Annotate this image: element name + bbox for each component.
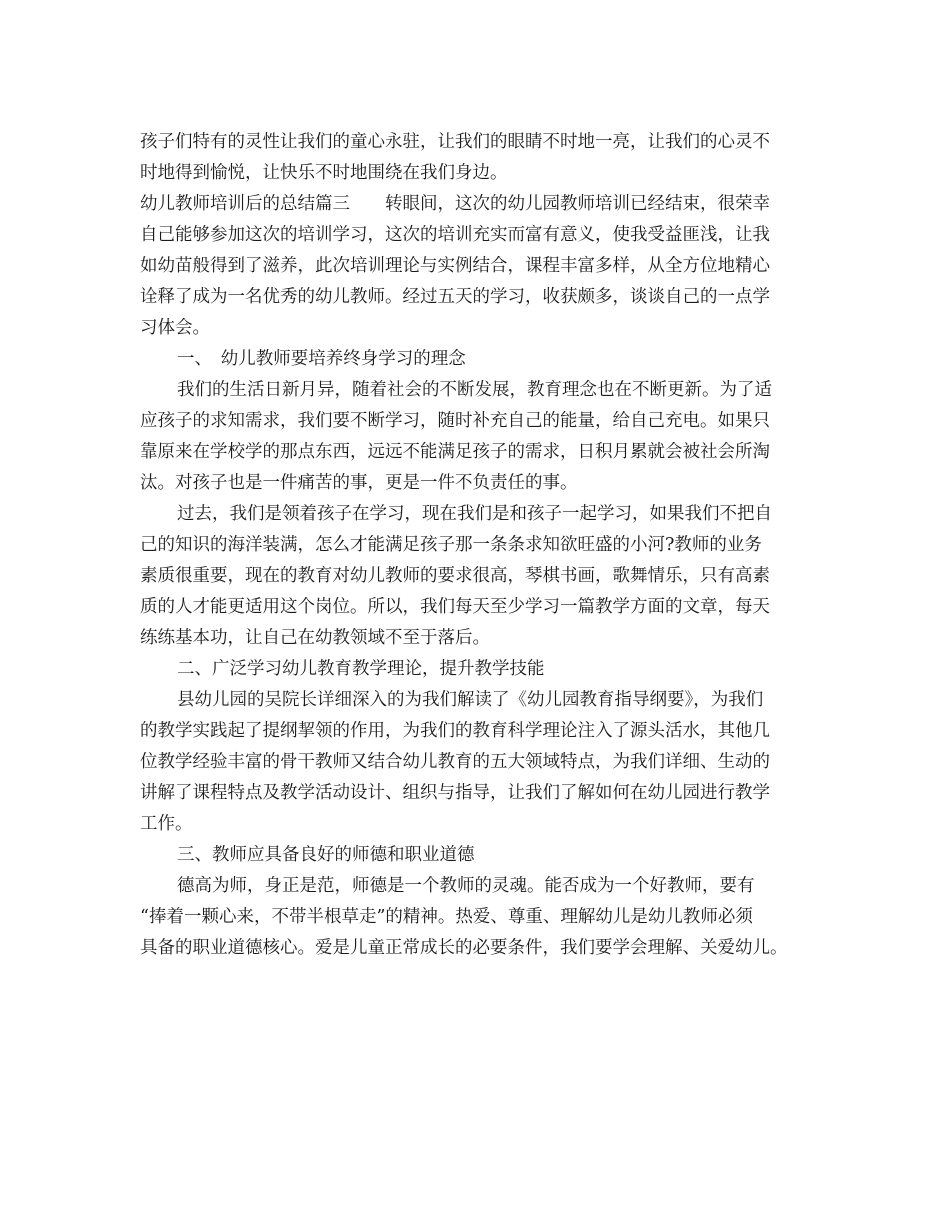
text-line: 德高为师，身正是范，师德是一个教师的灵魂。能否成为一个好教师，要有 (177, 876, 755, 896)
document-body (140, 127, 820, 964)
text-line: 练练基本功，让自己在幼教领域不至于落后。 (140, 628, 490, 648)
text-line: 靠原来在学校学的那点东西，远远不能满足孩子的需求，日积月累就会被社会所淘 (140, 442, 770, 462)
text-line: 己的知识的海洋装满，怎么才能满足孩子那一条条求知欲旺盛的小河?教师的业务 (140, 535, 762, 555)
text-line: 应孩子的求知需求，我们要不断学习，随时补充自己的能量，给自己充电。如果只 (140, 411, 770, 431)
text-line: 具备的职业道德核心。爱是儿童正常成长的必要条件，我们要学会理解、关爱幼儿。 (140, 938, 788, 958)
text-line: 质的人才能更适用这个岗位。所以，我们每天至少学习一篇教学方面的文章，每天 (140, 597, 770, 617)
text-line: 习体会。 (140, 318, 210, 338)
text-line: 讲解了课程特点及教学活动设计、组织与指导，让我们了解如何在幼儿园进行教学 (140, 783, 770, 803)
text-line: 时地得到愉悦，让快乐不时地围绕在我们身边。 (140, 163, 508, 183)
text-line: 自己能够参加这次的培训学习，这次的培训充实而富有意义，使我受益匪浅，让我 (140, 225, 770, 245)
text-line: 诠释了成为一名优秀的幼儿教师。经过五天的学习，收获颇多，谈谈自己的一点学 (140, 287, 770, 307)
subheading-line: 二、广泛学习幼儿教育教学理论，提升教学技能 (177, 659, 545, 679)
text-line: 的教学实践起了提纲挈领的作用，为我们的教育科学理论注入了源头活水，其他几 (140, 721, 770, 741)
text-line: 如幼苗般得到了滋养，此次培训理论与实例结合，课程丰富多样，从全方位地精心 (140, 256, 770, 276)
text-line: 我们的生活日新月异，随着社会的不断发展，教育理念也在不断更新。为了适 (177, 380, 772, 400)
text-line: 工作。 (140, 814, 193, 834)
text-line: 位教学经验丰富的骨干教师又结合幼儿教育的五大领域特点，为我们详细、生动的 (140, 752, 770, 772)
subheading-line: 一、 幼儿教师要培养终身学习的理念 (177, 349, 466, 369)
text-line: “捧着一颗心来，不带半根草走”的精神。热爱、尊重、理解幼儿是幼儿教师必须 (140, 907, 753, 927)
text-line: 过去，我们是领着孩子在学习，现在我们是和孩子一起学习，如果我们不把自 (177, 504, 772, 524)
section-heading-line: 幼儿教师培训后的总结篇三 转眼间，这次的幼儿园教师培训已经结束，很荣幸 (140, 194, 770, 214)
text-line: 县幼儿园的吴院长详细深入的为我们解读了《幼儿园教育指导纲要》，为我们 (177, 690, 764, 710)
text-line: 汰。对孩子也是一件痛苦的事，更是一件不负责任的事。 (140, 473, 578, 493)
text-line: 孩子们特有的灵性让我们的童心永驻，让我们的眼睛不时地一亮，让我们的心灵不 (140, 132, 770, 152)
subheading-line: 三、教师应具备良好的师德和职业道德 (177, 845, 475, 865)
text-line: 素质很重要，现在的教育对幼儿教师的要求很高，琴棋书画，歌舞情乐，只有高素 (140, 566, 770, 586)
